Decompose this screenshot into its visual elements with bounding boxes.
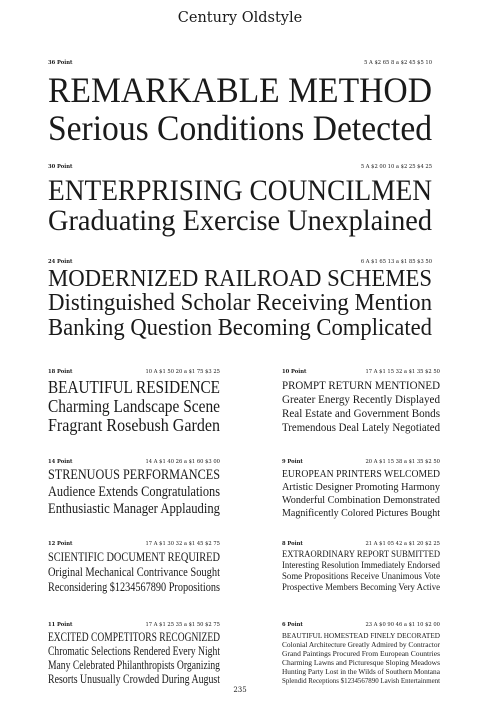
specimen-line: BEAUTIFUL HOMESTEAD FINELY DECORATED <box>282 631 440 640</box>
specimen-line: STRENUOUS PERFORMANCES <box>48 467 220 483</box>
specimen-line: REMARKABLE METHOD <box>48 70 432 110</box>
price-line: 14 A $1 40 26 a $1 60 $3 00 <box>145 459 220 465</box>
specimen-line: Charming Lawns and Picturesque Sloping Meadows <box>282 658 440 667</box>
specimen-line: Charming Landscape Scene <box>48 396 220 416</box>
size-label: 18 Point <box>48 369 73 375</box>
price-line: 5 A $2 00 10 a $2 25 $4 25 <box>360 164 432 170</box>
specimen-line: Tremendous Deal Lately Negotiated <box>282 420 440 434</box>
price-line: 17 A $1 30 32 a $1 45 $2 75 <box>145 541 220 547</box>
specimen-line: Interesting Resolution Immediately Endorsed <box>282 561 440 571</box>
size-label: 36 Point <box>48 60 73 66</box>
specimen-line: Fragrant Rosebush Garden <box>48 415 220 435</box>
size-label: 24 Point <box>48 259 73 265</box>
specimen-line: Distinguished Scholar Receiving Mention <box>48 290 432 316</box>
page-number: 235 <box>233 686 247 694</box>
price-line: 21 A $1 05 42 a $1 20 $2 25 <box>365 541 440 547</box>
size-label: 9 Point <box>282 459 303 465</box>
specimen-line: Prospective Members Becoming Very Active <box>282 583 440 593</box>
price-line: 5 A $2 65 8 a $2 45 $5 10 <box>364 60 432 66</box>
specimen-line: Many Celebrated Philanthropists Organizing <box>48 658 220 672</box>
specimen-line: Colonial Architecture Greatly Admired by Contractor <box>282 640 440 649</box>
price-line: 10 A $1 50 20 a $1 75 $3 25 <box>145 369 220 375</box>
price-line: 17 A $1 15 32 a $1 35 $2 50 <box>365 369 440 375</box>
specimen-line: Real Estate and Government Bonds <box>282 406 440 420</box>
specimen-line: Reconsidering $1234567890 Propositions <box>48 579 220 594</box>
specimen-line: Wonderful Combination Demonstrated <box>282 494 440 506</box>
specimen-line: MODERNIZED RAILROAD SCHEMES <box>48 266 432 292</box>
specimen-line: Greater Energy Recently Displayed <box>282 392 440 406</box>
specimen-line: Hunting Party Lost in the Wilds of Southern Montana <box>282 667 440 676</box>
page-title: Century Oldstyle <box>177 10 303 26</box>
price-line: 17 A $1 25 35 a $1 50 $2 75 <box>145 622 220 628</box>
specimen-line: Magnificently Colored Pictures Bought <box>282 507 440 519</box>
price-line: 6 A $1 65 13 a $1 85 $3 50 <box>360 259 432 265</box>
price-line: 20 A $1 15 38 a $1 35 $2 50 <box>365 459 440 465</box>
specimen-line: ENTERPRISING COUNCILMEN <box>48 174 432 207</box>
specimen-line: Artistic Designer Promoting Harmony <box>282 481 440 493</box>
specimen-line: Enthusiastic Manager Applauding <box>48 501 220 517</box>
specimen-line: Chromatic Selections Rendered Every Night <box>48 644 220 658</box>
specimen-line: Original Mechanical Contrivance Sought <box>48 564 220 579</box>
size-label: 6 Point <box>282 622 303 628</box>
price-line: 23 A $0 90 46 a $1 10 $2 00 <box>365 622 440 628</box>
size-label: 12 Point <box>48 541 73 547</box>
specimen-line: Graduating Exercise Unexplained <box>48 204 432 237</box>
specimen-line: Audience Extends Congratulations <box>48 484 220 500</box>
specimen-line: Some Propositions Receive Unanimous Vote <box>282 572 440 582</box>
specimen-line: PROMPT RETURN MENTIONED <box>282 378 440 392</box>
specimen-line: Grand Paintings Procured From European Countries <box>282 649 440 658</box>
specimen-line: Serious Conditions Detected <box>48 108 432 148</box>
size-label: 11 Point <box>48 622 73 628</box>
specimen-line: EXTRAORDINARY REPORT SUBMITTED <box>282 550 440 560</box>
specimen-line: Banking Question Becoming Complicated <box>48 315 432 341</box>
specimen-line: BEAUTIFUL RESIDENCE <box>48 377 220 397</box>
size-label: 8 Point <box>282 541 303 547</box>
size-label: 14 Point <box>48 459 73 465</box>
specimen-line: EXCITED COMPETITORS RECOGNIZED <box>48 630 220 644</box>
specimen-line: Splendid Receptions $1234567890 Lavish Entertainment <box>282 676 440 685</box>
size-label: 30 Point <box>48 164 73 170</box>
specimen-line: SCIENTIFIC DOCUMENT REQUIRED <box>48 549 220 564</box>
specimen-line: Resorts Unusually Crowded During August <box>48 672 220 686</box>
size-label: 10 Point <box>282 369 307 375</box>
specimen-line: EUROPEAN PRINTERS WELCOMED <box>282 468 440 480</box>
